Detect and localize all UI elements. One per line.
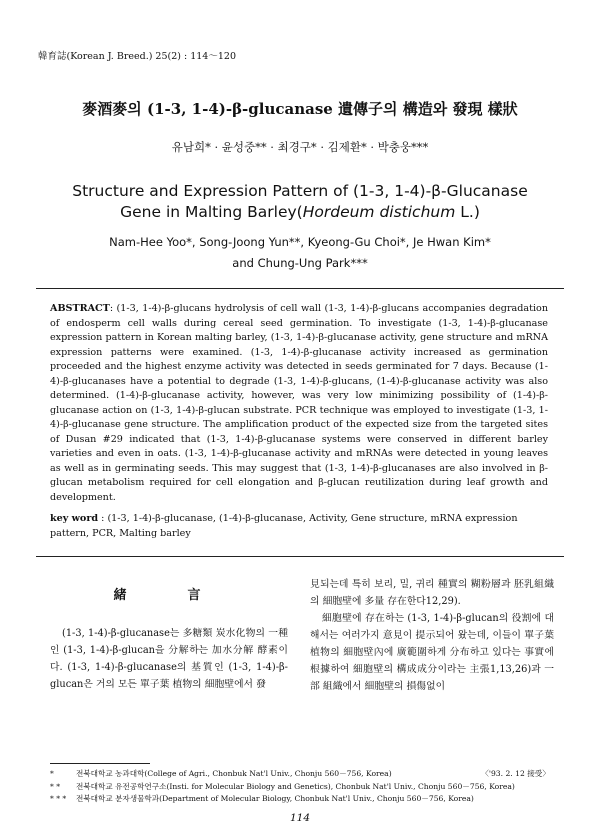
keyword-label: key word — [50, 513, 99, 524]
divider-middle — [36, 556, 564, 557]
footnote-text: 전북대학교 유전공학연구소(Insti. for Molecular Biology and Genetics), Chonbuk Nat'l Univ., Chonju 560－756, Korea) — [76, 781, 515, 791]
species-name: Hordeum distichum — [302, 203, 456, 221]
footnote-mark: * — [50, 769, 54, 778]
english-title — [0, 181, 600, 223]
footnote-mark: * * — [50, 781, 61, 791]
english-authors-line1: Nam-Hee Yoo*, Song-Joong Yun**, Kyeong-Gu Choi*, Je Hwan Kim* — [109, 235, 491, 249]
received-date: 〈'93. 2. 12 接受〉 — [481, 769, 550, 778]
body-column-right — [310, 576, 554, 695]
keyword-text: : (1-3, 1-4)-β-glucanase, (1-4)-β-glucanase, Activity, Gene structure, mRNA expression pattern, PCR, Malting barley — [50, 513, 518, 539]
footnote-text: 전북대학교 분자생물학과(Department of Molecular Biology, Chonbuk Nat'l Univ., Chonju 560－756, Korea) — [76, 794, 474, 803]
english-title-pre: Gene in Malting Barley( — [120, 203, 303, 221]
footnote-rule — [50, 763, 150, 764]
keywords — [50, 512, 548, 541]
journal-citation: 韓育誌(Korean J. Breed.) 25(2) : 114～120 — [38, 51, 236, 62]
footnote-text: 전북대학교 농과대학(College of Agri., Chonbuk Nat'l Univ., Chonju 560－756, Korea) — [76, 769, 392, 778]
footnote-mark: * * * — [50, 794, 67, 803]
english-title-line2 — [0, 202, 600, 223]
section-heading-introduction: 緒 言 — [113, 588, 225, 603]
page-number: 114 — [289, 812, 311, 824]
intro-paragraph-right-1: 見되는데 특히 보리, 밀, 귀리 種實의 糊粉層과 胚乳組織의 細胞壁에 多量 存在한다12,29). — [310, 579, 554, 607]
abstract — [50, 302, 548, 505]
divider-top — [36, 288, 564, 289]
footnote-2 — [50, 781, 550, 794]
intro-paragraph-left: (1-3, 1-4)-β-glucanase는 多糖類 炭水化物의 一種인 (1-3, 1-4)-β-glucan을 分解하는 加水分解 酵素이다. (1-3, 1-4)-β-glucanase의 基質인 (1-3, 1-4)-β-glucan은 거의 모든 單子葉 植物의 細胞壁에서 發 — [50, 628, 288, 690]
intro-paragraph-right-2: 細胞壁에 存在하는 (1-3, 1-4)-β-glucan의 役割에 대해서는 여러가지 意見이 提示되어 왔는데, 이들이 單子葉植物의 細胞壁內에 廣範圍하게 分布하고 있다는 事實에 根據하여 細胞壁의 構成成分이라는 主張1,13,26)과 一部 組織에서 細胞壁의 損傷없이 — [310, 613, 554, 692]
english-title-line1: Structure and Expression Pattern of (1-3, 1-4)-β-Glucanase — [72, 182, 528, 200]
footnotes — [50, 768, 550, 806]
abstract-text: : (1-3, 1-4)-β-glucans hydrolysis of cell wall (1-3, 1-4)-β-glucans accompanies degradation of endosperm cell walls during cereal seed germination. To investigate (1-3, 1-4)-β-glucanase expression pattern in Korean malting barley, (1-3, 1-4)-β-glucanase activity, gene structure and mRNA expression patterns were examined. (1-3, 1-4)-β-glucanase activity increased as germination proceeded and the highest enzyme activity was detected in seeds germinated for 7 days. Because (1-4)-β-glucanases have a potential to degrade (1-3, 1-4)-β-glucans, (1-4)-β-glucanase activity was also determined. (1-4)-β-glucanase activity, however, was very low minimizing possibility of (1-4)-β-glucanase action on (1-3, 1-4)-β-glucan substrate. PCR technique was employed to investigate (1-3, 1-4)-β-glucanase gene structure. The amplification product of the expected size from the targeted sites of Dusan #29 indicated that (1-3, 1-4)-β-glucanase systems were conserved in different barley varieties and even in oats. (1-3, 1-4)-β-glucanase activity and mRNAs were detected in young leaves as well as in germinating seeds. This may suggest that (1-3, 1-4)-β-glucanases are also involved in β-glucan metabolism required for cell elongation and β-glucan reutilization during leaf growth and development. — [50, 303, 548, 503]
english-authors-line2: and Chung-Ung Park*** — [232, 256, 368, 270]
abstract-label: ABSTRACT — [50, 303, 110, 314]
english-authors — [0, 232, 600, 274]
body-column-left — [50, 576, 288, 693]
footnote-3 — [50, 793, 550, 806]
korean-title: 麥酒麥의 (1-3, 1-4)-β-glucanase 遺傳子의 構造와 發現 樣狀 — [82, 100, 518, 118]
korean-authors: 유남희* · 윤성중** · 최경구* · 김제환* · 박충웅*** — [171, 140, 429, 154]
footnote-1 — [50, 768, 550, 781]
english-title-post: L.) — [455, 203, 480, 221]
